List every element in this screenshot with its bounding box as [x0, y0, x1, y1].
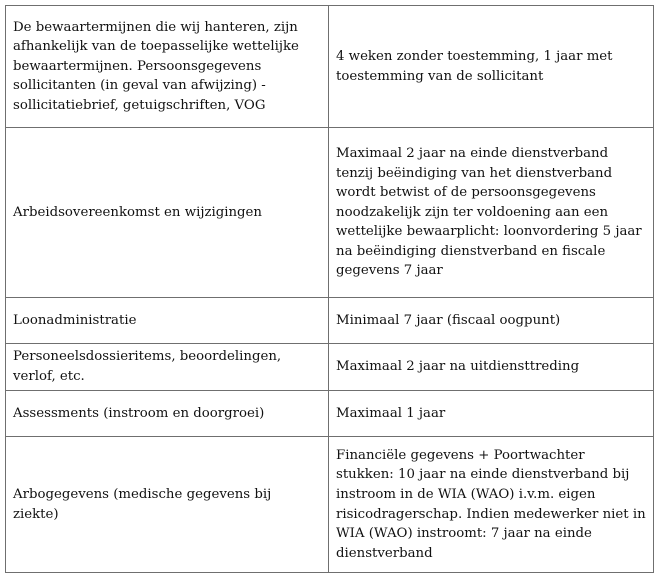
- retention-period-cell: Minimaal 7 jaar (fiscaal oogpunt): [329, 298, 654, 344]
- table-row: [6, 298, 654, 344]
- table-row: [6, 391, 654, 437]
- table-row: [6, 128, 654, 298]
- table-row: [6, 6, 654, 128]
- data-category-cell: Arbogegevens (medische gegevens bij ziekte): [6, 437, 329, 573]
- retention-period-cell: Maximaal 2 jaar na einde dienstverband tenzij beëindiging van het dienstverband wordt betwist of de persoonsgegevens noodzakelijk zijn ter voldoening aan een wettelijke bewaarplicht: loonvordering 5 jaar na beëindiging dienstverband en fiscale gegevens 7 jaar: [329, 128, 654, 298]
- retention-period-cell: Maximaal 1 jaar: [329, 391, 654, 437]
- retention-periods-table: [5, 5, 654, 573]
- table-row: [6, 437, 654, 573]
- retention-period-cell: Financiële gegevens + Poortwachter stukken: 10 jaar na einde dienstverband bij instroom in de WIA (WAO) i.v.m. eigen risicodragerschap. Indien medewerker niet in WIA (WAO) instroomt: 7 jaar na einde dienstverband: [329, 437, 654, 573]
- retention-period-cell: Maximaal 2 jaar na uitdiensttreding: [329, 344, 654, 391]
- data-category-cell: Loonadministratie: [6, 298, 329, 344]
- data-category-cell: Arbeidsovereenkomst en wijzigingen: [6, 128, 329, 298]
- table-row: [6, 344, 654, 391]
- data-category-cell: De bewaartermijnen die wij hanteren, zijn afhankelijk van de toepasselijke wettelijke bewaartermijnen. Persoonsgegevens sollicitanten (in geval van afwijzing) - sollicitatiebrief, getuigschriften, VOG: [6, 6, 329, 128]
- retention-period-cell: 4 weken zonder toestemming, 1 jaar met toestemming van de sollicitant: [329, 6, 654, 128]
- data-category-cell: Personeelsdossieritems, beoordelingen, verlof, etc.: [6, 344, 329, 391]
- data-category-cell: Assessments (instroom en doorgroei): [6, 391, 329, 437]
